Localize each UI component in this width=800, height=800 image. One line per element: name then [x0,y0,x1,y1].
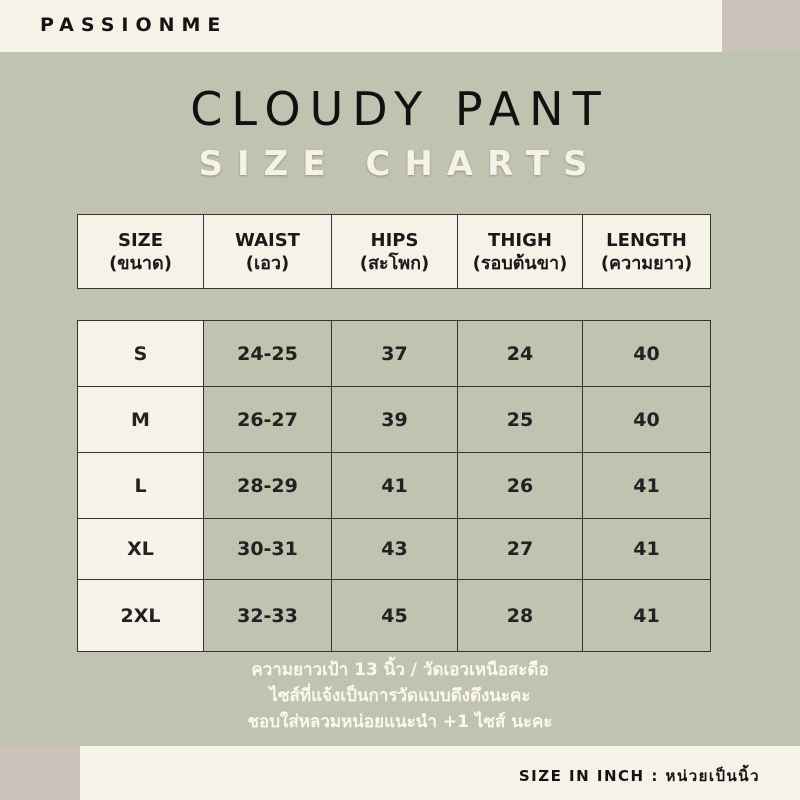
note-line: ชอบใส่หลวมหน่อยแนะนำ +1 ไซส์ นะคะ [247,712,553,732]
length-cell: 40 [583,321,711,387]
hips-cell: 39 [332,387,458,453]
header-row [78,215,711,289]
header-waist-en: WAIST [235,229,300,251]
header-size-th: (ขนาด) [109,252,172,274]
unit-note: SIZE IN INCH : หน่วยเป็นนิ้ว [518,767,760,785]
chart-subtitle: SIZE CHARTS [198,144,602,184]
header-hips-th: (สะโพก) [359,252,430,274]
header-length-en: LENGTH [606,229,687,251]
corner-block-top-right [722,0,800,52]
length-cell: 41 [583,519,711,580]
table-row [78,387,711,453]
header-size [78,215,204,289]
table-row [78,321,711,387]
table-row [78,453,711,519]
thigh-cell: 25 [458,387,583,453]
waist-cell: 30-31 [204,519,332,580]
length-cell: 40 [583,387,711,453]
hips-cell: 41 [332,453,458,519]
header-hips-en: HIPS [370,229,419,251]
header-hips [332,215,458,289]
table-row [78,580,711,652]
size-cell: M [78,387,204,453]
note-line: ความยาวเป้า 13 นิ้ว / วัดเอวเหนือสะดือ [251,660,549,680]
hips-cell: 45 [332,580,458,652]
thigh-cell: 28 [458,580,583,652]
hips-cell: 37 [332,321,458,387]
header-thigh-th: (รอบต้นขา) [472,252,568,274]
header-waist [204,215,332,289]
waist-cell: 26-27 [204,387,332,453]
header-waist-th: (เอว) [245,252,290,274]
header-size-en: SIZE [117,229,163,251]
note-line: ไซส์ที่แจ้งเป็นการวัดแบบดึงตึงนะคะ [269,686,531,706]
thigh-cell: 27 [458,519,583,580]
waist-cell: 32-33 [204,580,332,652]
size-cell: L [78,453,204,519]
size-cell: 2XL [78,580,204,652]
header-thigh [458,215,583,289]
thigh-cell: 26 [458,453,583,519]
waist-cell: 24-25 [204,321,332,387]
size-chart-table [77,320,711,652]
header-length-th: (ความยาว) [600,252,693,274]
brand-name: PASSIONME [40,14,228,36]
size-chart-header [77,214,711,289]
table-row [78,519,711,580]
hips-cell: 43 [332,519,458,580]
waist-cell: 28-29 [204,453,332,519]
length-cell: 41 [583,453,711,519]
size-cell: S [78,321,204,387]
length-cell: 41 [583,580,711,652]
product-title: CLOUDY PANT [190,82,610,136]
measurement-notes [0,657,800,735]
header-length [583,215,711,289]
header-thigh-en: THIGH [488,229,552,251]
corner-block-bottom-left [0,746,80,800]
thigh-cell: 24 [458,321,583,387]
size-cell: XL [78,519,204,580]
